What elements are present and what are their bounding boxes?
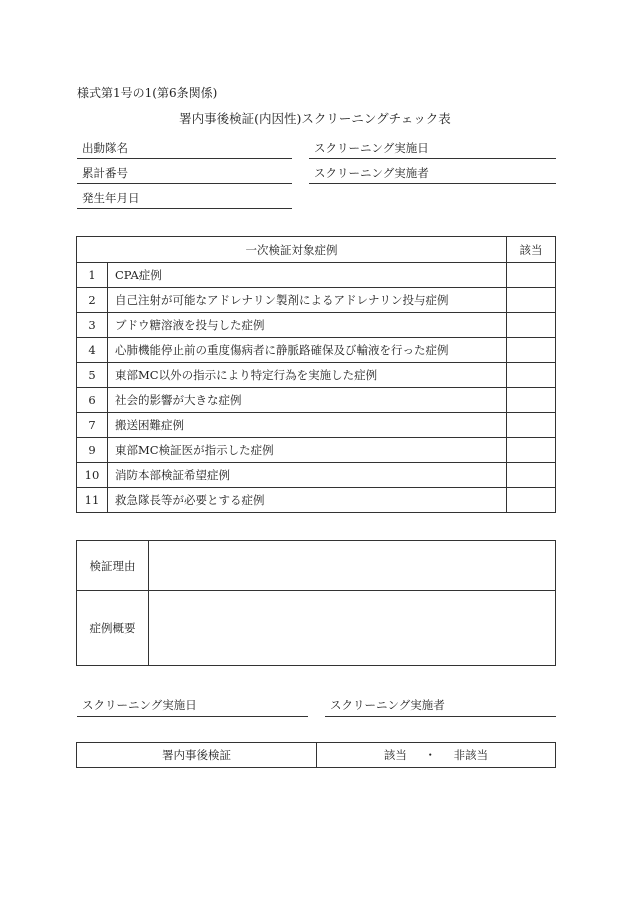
row-check-cell[interactable]: [507, 388, 556, 413]
table-row: [77, 488, 556, 513]
table-row: [77, 363, 556, 388]
row-label: 東部MC検証医が指示した症例: [108, 438, 507, 463]
signature-date-label: スクリーニング実施日: [82, 698, 197, 712]
option-separator: ・: [424, 748, 436, 762]
row-number: 2: [77, 288, 108, 313]
table-row: [77, 438, 556, 463]
summary-input[interactable]: [149, 591, 556, 666]
row-label: 救急隊長等が必要とする症例: [108, 488, 507, 513]
case-table-header-check: 該当: [507, 237, 556, 263]
row-check-cell[interactable]: [507, 413, 556, 438]
row-check-cell[interactable]: [507, 363, 556, 388]
row-number: 1: [77, 263, 108, 288]
row-label: 搬送困難症例: [108, 413, 507, 438]
reason-input[interactable]: [149, 541, 556, 591]
row-label: 消防本部検証希望症例: [108, 463, 507, 488]
row-check-cell[interactable]: [507, 263, 556, 288]
table-row: [77, 388, 556, 413]
result-label: 署内事後検証: [77, 743, 317, 768]
row-check-cell[interactable]: [507, 463, 556, 488]
option-not-applicable[interactable]: 非該当: [453, 748, 489, 762]
table-row: [77, 263, 556, 288]
case-table-header-item: 一次検証対象症例: [77, 237, 507, 263]
document-title: 署内事後検証(内因性)スクリーニングチェック表: [179, 111, 451, 126]
table-row: [77, 413, 556, 438]
row-number: 11: [77, 488, 108, 513]
screening-date-label: スクリーニング実施日: [314, 141, 429, 155]
unit-name-field[interactable]: [77, 135, 292, 159]
signature-date-field[interactable]: [77, 693, 308, 717]
row-number: 10: [77, 463, 108, 488]
signature-screener-field[interactable]: [325, 693, 556, 717]
row-label: 東部MC以外の指示により特定行為を実施した症例: [108, 363, 507, 388]
signature-screener-label: スクリーニング実施者: [330, 698, 445, 712]
row-check-cell[interactable]: [507, 288, 556, 313]
option-applicable[interactable]: 該当: [383, 748, 407, 762]
cumulative-number-label: 累計番号: [82, 166, 128, 180]
row-label: 心肺機能停止前の重度傷病者に静脈路確保及び輸液を行った症例: [108, 338, 507, 363]
result-options: [317, 743, 556, 768]
screener-label: スクリーニング実施者: [314, 166, 429, 180]
reason-label: 検証理由: [77, 541, 149, 591]
row-label: ブドウ糖溶液を投与した症例: [108, 313, 507, 338]
occurrence-date-field[interactable]: [77, 185, 292, 209]
row-number: 3: [77, 313, 108, 338]
table-row: [77, 313, 556, 338]
screener-field[interactable]: [309, 160, 556, 184]
row-check-cell[interactable]: [507, 313, 556, 338]
table-row: [77, 463, 556, 488]
row-label: 社会的影響が大きな症例: [108, 388, 507, 413]
row-label: CPA症例: [108, 263, 507, 288]
screening-date-field[interactable]: [309, 135, 556, 159]
table-row: [77, 338, 556, 363]
row-check-cell[interactable]: [507, 438, 556, 463]
row-number: 5: [77, 363, 108, 388]
row-number: 7: [77, 413, 108, 438]
row-number: 9: [77, 438, 108, 463]
unit-name-label: 出動隊名: [82, 141, 128, 155]
row-label: 自己注射が可能なアドレナリン製剤によるアドレナリン投与症例: [108, 288, 507, 313]
occurrence-date-label: 発生年月日: [82, 191, 140, 205]
row-check-cell[interactable]: [507, 488, 556, 513]
row-check-cell[interactable]: [507, 338, 556, 363]
cumulative-number-field[interactable]: [77, 160, 292, 184]
result-table: [76, 742, 556, 768]
row-number: 6: [77, 388, 108, 413]
row-number: 4: [77, 338, 108, 363]
detail-table: [76, 540, 556, 666]
summary-label: 症例概要: [77, 591, 149, 666]
table-row: [77, 288, 556, 313]
case-table: [76, 236, 556, 513]
form-number: 様式第1号の1(第6条関係): [77, 86, 218, 100]
